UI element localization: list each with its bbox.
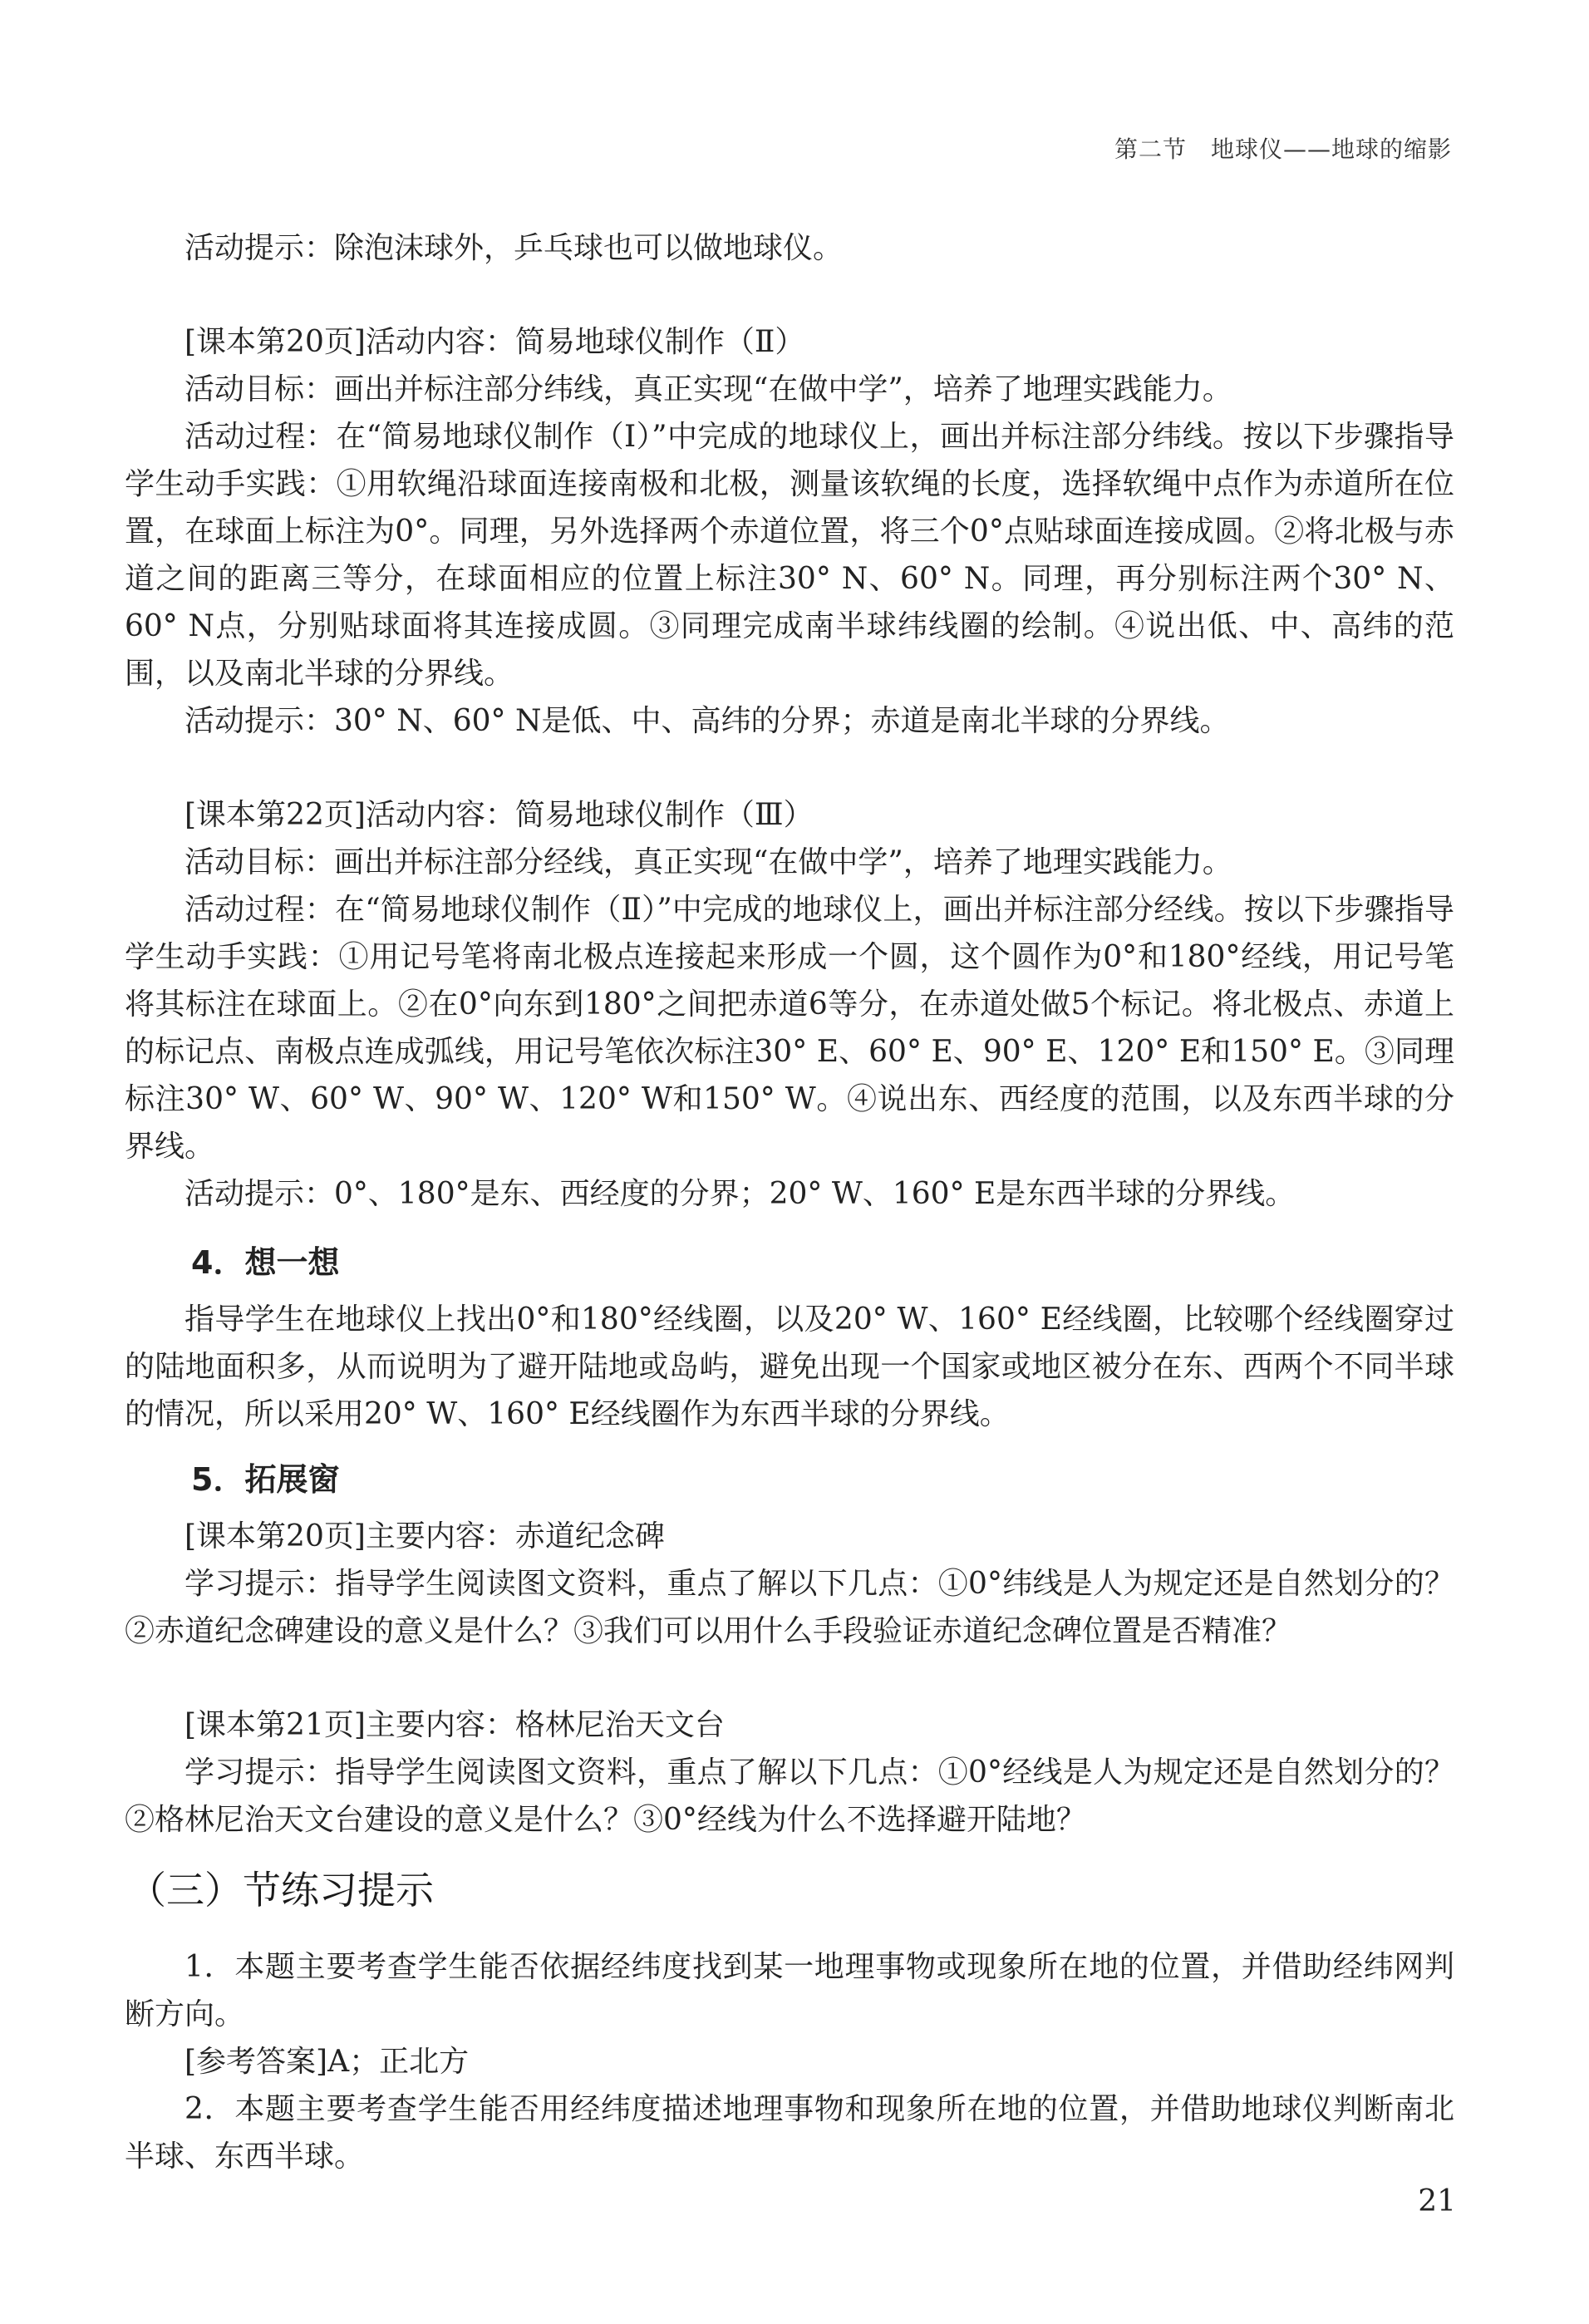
section-4-block — [125, 1296, 1454, 1438]
exercise-block — [125, 1943, 1454, 2180]
activity-3-hint: 活动提示：0°、180°是东、西经度的分界；20° W、160° E是东西半球的分界线。 — [184, 1177, 1296, 1211]
section-5-item-2-ref: [课本第21页]主要内容：格林尼治天文台 — [184, 1708, 725, 1742]
activity-2-block — [125, 318, 1454, 745]
activity-1-block — [125, 224, 1454, 272]
activity-2-hint: 活动提示：30° N、60° N是低、中、高纬的分界；赤道是南北半球的分界线。 — [184, 704, 1230, 738]
activity-3-block — [125, 791, 1454, 1218]
section-5-item-1 — [125, 1513, 1454, 1655]
page-body — [125, 224, 1454, 2180]
activity-1-hint: 活动提示：除泡沫球外，乒乓球也可以做地球仪。 — [184, 231, 844, 265]
section-4-text: 指导学生在地球仪上找出0°和180°经线圈，以及20° W、160° E经线圈，比较哪个经线圈穿过的陆地面积多，从而说明为了避开陆地或岛屿，避免出现一个国家或地区被分在东、西两个不同半球的情况，所以采用20° W、160° E经线圈作为东西半球的分界线。 — [125, 1302, 1454, 1431]
activity-2-goal: 活动目标：画出并标注部分纬线，真正实现“在做中学”，培养了地理实践能力。 — [184, 372, 1232, 406]
running-head: 第二节 地球仪——地球的缩影 — [1114, 135, 1452, 163]
exercise-q2: 2．本题主要考查学生能否用经纬度描述地理事物和现象所在地的位置，并借助地球仪判断南北半球、东西半球。 — [125, 2092, 1454, 2174]
page-number: 21 — [1418, 2184, 1456, 2218]
section-5-item-2 — [125, 1701, 1454, 1844]
activity-3-goal: 活动目标：画出并标注部分经线，真正实现“在做中学”，培养了地理实践能力。 — [184, 845, 1232, 879]
activity-2-process: 活动过程：在“简易地球仪制作（Ⅰ）”中完成的地球仪上，画出并标注部分纬线。按以下步骤指导学生动手实践：①用软绳沿球面连接南极和北极，测量该软绳的长度，选择软绳中点作为赤道所在位置，在球面上标注为0°。同理，另外选择两个赤道位置，将三个0°点贴球面连接成圆。②将北极与赤道之间的距离三等分，在球面相应的位置上标注30° N、60° N。同理，再分别标注两个30° N、60° N点，分别贴球面将其连接成圆。③同理完成南半球纬线圈的绘制。④说出低、中、高纬的范围，以及南北半球的分界线。 — [125, 420, 1454, 691]
section-5-item-1-tip: 学习提示：指导学生阅读图文资料，重点了解以下几点：①0°纬线是人为规定还是自然划分的？②赤道纪念碑建设的意义是什么？③我们可以用什么手段验证赤道纪念碑位置是否精准？ — [125, 1567, 1454, 1648]
activity-3-process: 活动过程：在“简易地球仪制作（Ⅱ）”中完成的地球仪上，画出并标注部分经线。按以下步骤指导学生动手实践：①用记号笔将南北极点连接起来形成一个圆，这个圆作为0°和180°经线，用记号笔将其标注在球面上。②在0°向东到180°之间把赤道6等分，在赤道处做5个标记。将北极点、赤道上的标记点、南极点连成弧线，用记号笔依次标注30° E、60° E、90° E、120° E和150° E。③同理标注30° W、60° W、90° W、120° W和150° W。④说出东、西经度的范围，以及东西半球的分界线。 — [125, 893, 1454, 1164]
section-4-title: 4．想一想 — [191, 1244, 340, 1281]
activity-2-ref: [课本第20页]活动内容：简易地球仪制作（Ⅱ） — [184, 325, 805, 359]
exercise-section-title: （三）节练习提示 — [128, 1868, 434, 1913]
activity-3-ref: [课本第22页]活动内容：简易地球仪制作（Ⅲ） — [184, 798, 814, 832]
exercise-a1: [参考答案]A；正北方 — [184, 2045, 470, 2079]
section-5-item-1-ref: [课本第20页]主要内容：赤道纪念碑 — [184, 1519, 665, 1553]
section-5-item-2-tip: 学习提示：指导学生阅读图文资料，重点了解以下几点：①0°经线是人为规定还是自然划分的？②格林尼治天文台建设的意义是什么？③0°经线为什么不选择避开陆地？ — [125, 1755, 1454, 1837]
section-5-title: 5．拓展窗 — [191, 1461, 340, 1498]
exercise-q1: 1．本题主要考查学生能否依据经纬度找到某一地理事物或现象所在地的位置，并借助经纬网判断方向。 — [125, 1950, 1454, 2031]
